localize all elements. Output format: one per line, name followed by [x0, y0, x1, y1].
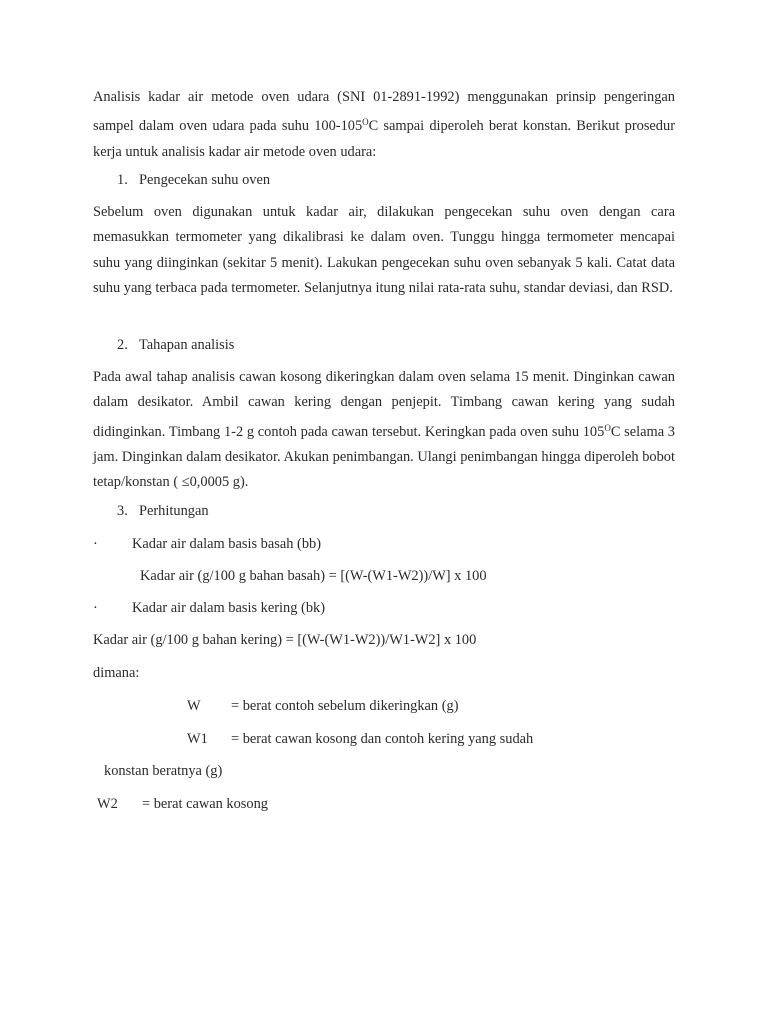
w1-description: = berat cawan kosong dan contoh kering yang sudah [231, 731, 534, 747]
dimana-label: dimana: [93, 665, 140, 681]
bb-formula: Kadar air (g/100 g bahan basah) = [(W-(W1-W2))/W] x 100 [140, 568, 487, 584]
w1-symbol: W1 [187, 731, 208, 747]
intro-text-part2: C sampai diperoleh berat konstan. Berikut prosedur kerja untuk analisis kadar air metode oven udara: [93, 118, 675, 160]
step1-title: Pengecekan suhu oven [139, 172, 271, 188]
w-description: = berat contoh sebelum dikeringkan (g) [231, 698, 459, 714]
step1-number: 1. [117, 172, 128, 188]
step2-degree-sup: O [604, 422, 611, 433]
step2-paragraph [93, 365, 675, 495]
step2-title: Tahapan analisis [139, 337, 235, 353]
bullet-symbol: · [93, 600, 98, 616]
step2-text-part2: C selama 3 jam. Dinginkan dalam desikator. Akukan penimbangan. Ulangi penimbangan hingga diperoleh bobot tetap/konstan ( ≤0,0005 g). [93, 423, 675, 491]
step3-title: Perhitungan [139, 503, 209, 519]
bullet-bb [93, 534, 98, 554]
bb-title: Kadar air dalam basis basah (bb) [132, 536, 322, 552]
step2-text-part1: Pada awal tahap analisis cawan kosong dikeringkan dalam oven selama 15 menit. Dinginkan cawan dalam desikator. Ambil cawan kering dengan penjepit. Timbang cawan kering yang sudah didinginkan. Timbang 1-2 g contoh pada cawan tersebut. Keringkan pada oven suhu 105 [93, 369, 675, 440]
w1-description-continued: konstan beratnya (g) [104, 763, 223, 779]
w-symbol: W [187, 698, 201, 714]
bullet-bk [93, 598, 98, 618]
bk-formula: Kadar air (g/100 g bahan kering) = [(W-(W1-W2))/W1-W2] x 100 [93, 632, 477, 648]
bullet-symbol: · [93, 536, 98, 552]
step1-heading [117, 170, 270, 190]
w2-description: = berat cawan kosong [142, 796, 268, 812]
step2-number: 2. [117, 337, 128, 353]
step1-paragraph: Sebelum oven digunakan untuk kadar air, dilakukan pengecekan suhu oven dengan cara memasukkan termometer yang dikalibrasi ke dalam oven. Tunggu hingga termometer mencapai suhu yang diinginkan (sekitar 5 menit). Lakukan pengecekan suhu oven sebanyak 5 kali. Catat data suhu yang terbaca pada termometer. Selanjutnya itung nilai rata-rata suhu, standar deviasi, dan RSD. [93, 204, 675, 296]
step3-heading [117, 501, 209, 521]
w2-symbol: W2 [97, 796, 118, 812]
step3-number: 3. [117, 503, 128, 519]
bk-title: Kadar air dalam basis kering (bk) [132, 600, 326, 616]
step2-heading [117, 335, 234, 355]
intro-degree-sup: O [362, 117, 369, 128]
intro-paragraph [93, 85, 675, 165]
intro-text-part1: Analisis kadar air metode oven udara (SNI 01-2891-1992) menggunakan prinsip pengeringan sampel dalam oven udara pada suhu 100-105 [93, 89, 675, 135]
